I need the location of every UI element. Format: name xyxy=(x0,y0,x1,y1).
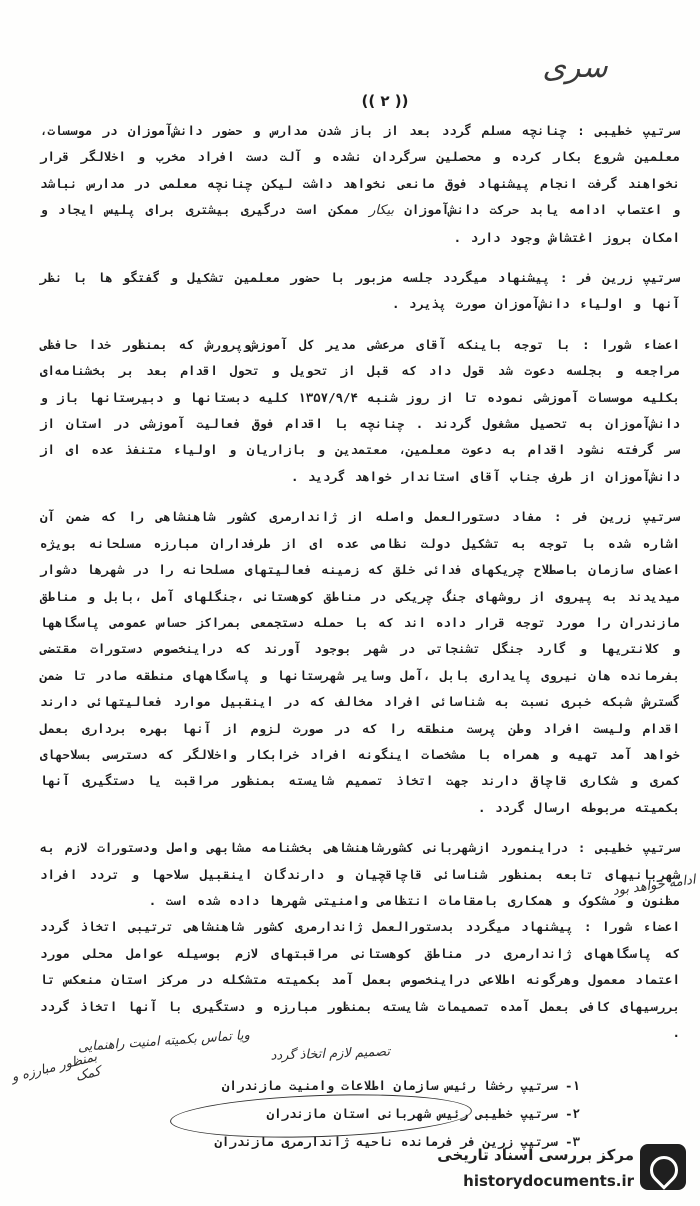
margin-handwritten-note: ادامه خواهد بود xyxy=(611,872,697,899)
paragraph-text: با توجه باینکه آقای مرعشی مدیر کل آموزش‌وپرورش که بمنظور خدا حافظی مراجعه و بجلسه دعوت شد قول داد که قبل از تحویل و تحول اقدام بعد بر بخشنامه‌ای بکلیه موسسات آموزشی نموده تا از روز شنبه ۱۳۵۷/۹/۴ کلیه دبستانها و دبیرستانها باز و دانش‌آموزان به تحصیل مشغول گردند . چنانچه با اقدام فوق فعالیت آموزشی در استان از سر گرفته نشود اقدام به دعوت معلمین، معتمدین و بازاریان و اولیاء متنفذ عده ای از دانش‌آموزان از طرف جناب آقای استاندار خواهد گردید . xyxy=(40,336,680,484)
margin-handwritten-note: تصمیم لازم اتخاذ گردد xyxy=(270,1044,391,1064)
handwritten-insert: بیکار xyxy=(369,203,395,219)
page-number: (( ۲ )) xyxy=(361,92,409,110)
watermark-title: مرکز بررسی اسناد تاریخی xyxy=(437,1146,634,1164)
paragraph-text: پیشنهاد میگردد بدستورالعمل ژاندارمری کشور شاهنشاهی ترتیبی اتخاذ گردد که پاسگاههای ژاندارمری در مناطق کوهستانی مراقبتهای لازم بوسیله عوامل محلی مورد اعتماد معمول وهرگونه اطلاعی دراینخصوص بعمل آمد بکمیته متشکله در مرکز استان منعکس تا بررسیهای کافی بعمل آمده تصمیمات شایسته بمنظور مبارزه و دستگیری با آنها اتخاذ گردد . xyxy=(40,919,680,1040)
speaker-label: سرتیپ زرین فر : xyxy=(554,509,680,525)
paragraph-3 xyxy=(40,332,680,490)
distribution-item: ۱- سرتیپ رخشا رئیس سازمان اطلاعات وامنیت مازندران xyxy=(221,1078,580,1093)
speaker-label: اعضاء شورا : xyxy=(583,919,680,935)
paragraph-text: پیشنهاد میگردد جلسه مزبور با حضور معلمین تشکیل و گفتگو ها با نظر آنها و اولیاء دانش‌آموزان صورت پذیرد . xyxy=(40,270,680,312)
paragraph-text-continued: ممکن است درگیری بیشتری برای پلیس ایجاد و امکان بروز اغتشاش وجود دارد . xyxy=(40,202,680,245)
paragraph-4 xyxy=(40,504,680,821)
speaker-label: اعضاء شورا : xyxy=(582,336,680,352)
margin-handwritten-note: بمنظور مبارزه و کمک xyxy=(10,1049,103,1086)
minutes-body xyxy=(40,118,680,1046)
margin-handwritten-note: ویا تماس بکمیته امنیت راهنمایی xyxy=(77,1027,251,1055)
classification-handwriting: سری xyxy=(542,50,608,85)
paragraph-6 xyxy=(40,914,680,1046)
speaker-label: سرتیپ خطیبی : xyxy=(577,840,680,856)
paragraph-5 xyxy=(40,835,680,914)
paragraph-text: مفاد دستورالعمل واصله از ژاندارمری کشور شاهنشاهی را که ضمن آن اشاره شده با توجه به تشکیل دولت نظامی عده ای از طرفداران مبارزه مسلحانه بویژه اعضای سازمان باصطلاح چریکهای فدائی خلق که زمینه فعالیتهای مسلحانه را در شهرها دشوار میدیدند به پیروی از روشهای جنگ چریکی در مناطق کوهستانی ،جنگلهای آمل ،بابل و مناطق مازندران را مورد توجه قرار داده اند که با حمله دستجمعی بمراکز حساس عمومی پاسگاهها و کلانتریها و گارد جنگل تشنجاتی در شهر بوجود آورند که دراینخصوص دستورات مقتضی بفرمانده هان نیروی پایداری بابل ،آمل وسایر شهرستانها و پاسگاههای منطقه صادر تا ضمن گسترش شبکه خبری نسبت به شناسائی افراد مخالف که در اینقبیل موارد فعالیتهائی دارند اقدام ولیست افراد وطن پرست منطقه را که در صورت لزوم از آنها بهره برداری بعمل خواهد آمد تهیه و همراه با مشخصات اینگونه افراد خرابکار واخلالگر که دسترسی بسلاحهای کمری و شکاری قاچاق دارند جهت اتخاذ تصمیم شایسته بمنظور مراقبت یا دستگیری آنها بکمیته مربوطه ارسال گردد . xyxy=(40,509,680,815)
speaker-label: سرتیپ خطیبی : xyxy=(577,123,680,138)
archive-logo-icon xyxy=(640,1144,686,1190)
paragraph-2 xyxy=(40,265,680,318)
paragraph-text: دراینمورد ازشهربانی کشورشاهنشاهی بخشنامه مشابهی واصل ودستورات لازم به شهربانیهای تابعه بمنظور شناسائی قاچاقچیان و دارندگان اینقبیل سلاحها و تردد افراد مظنون و مشکوک و همکاری بامقامات انتظامی وامنیتی شهرها داده شده است . xyxy=(40,840,680,908)
paragraph-text: چنانچه مسلم گردد بعد از باز شدن مدارس و حضور دانش‌آموزان در موسسات، معلمین شروع بکار کرده و محصلین سرگردان نشده و آلت دست افراد مخرب و اخلالگر قرار نخواهند گرفت انجام پیشنهاد فوق مانعی نخواهد داشت لیکن چنانچه معلمی در مدارس نباشد و اعتصاب ادامه یابد حرکت دانش‌آموزان xyxy=(40,123,680,218)
distribution-item: ۲- سرتیپ خطیبی رئیس شهربانی استان مازندران xyxy=(266,1106,580,1121)
distribution-item: ۳- سرتیپ زرین فر فرمانده ناحیه ژاندارمری مازندران xyxy=(214,1134,580,1149)
watermark xyxy=(420,1138,690,1200)
speaker-label: سرتیپ زرین فر : xyxy=(560,270,680,286)
paragraph-1 xyxy=(40,118,680,251)
watermark-url: historydocuments.ir xyxy=(463,1172,634,1190)
